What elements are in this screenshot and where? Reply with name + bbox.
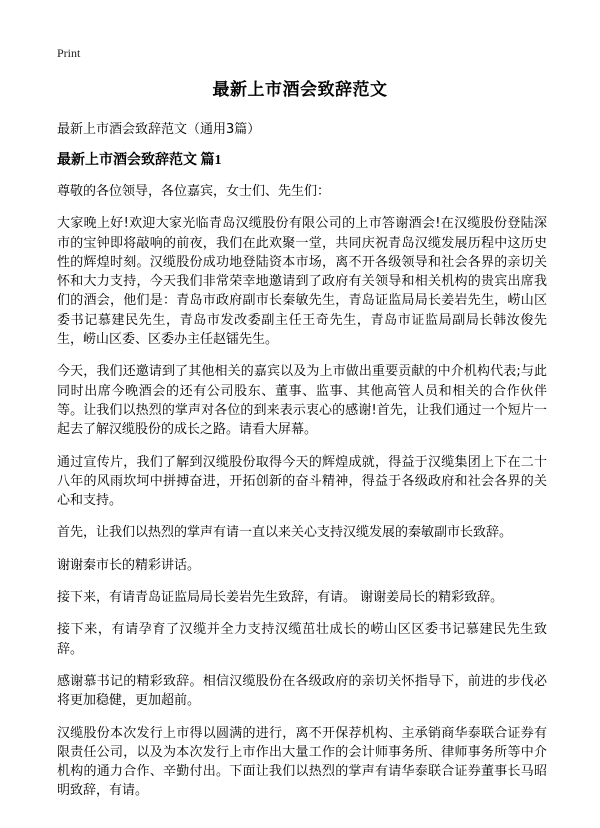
- paragraph: 汉缆股份本次发行上市得以圆满的进行，离不开保荐机构、主承销商华泰联合证券有限责任公司，以及为本次发行上市作出大量工作的会计师事务所、律师事务所等中介机构的通力合作、辛勤付出。下面让我们以热烈的掌声有请华泰联合证券董事长马昭明致辞，有请。: [57, 725, 547, 799]
- paragraph: 尊敬的各位领导，各位嘉宾，女士们、先生们：: [57, 184, 331, 199]
- body-text: [57, 182, 547, 814]
- paragraph: 今天，我们还邀请到了其他相关的嘉宾以及为上市做出重要贡献的中介机构代表;与此同时出席今晚酒会的还有公司股东、董事、监事、其他高管人员和相关的合作伙伴等。让我们以热烈的掌声对各位的到来表示衷心的感谢!首先，让我们通过一个短片一起去了解汉缆股份的成长之路。请看大屏幕。: [57, 364, 547, 438]
- paragraph: 大家晚上好!欢迎大家光临青岛汉缆股份有限公司的上市答谢酒会!在汉缆股份登陆深市的宝钟即将敲响的前夜，我们在此欢聚一堂，共同庆祝青岛汉缆发展历程中这历史性的辉煌时刻。汉缆股份成功地登陆资本市场，离不开各级领导和社会各界的亲切关怀和大力支持，今天我们非常荣幸地邀请到了政府有关领导和相关机构的贵宾出席我们的酒会，他们是：青岛市政府副市长秦敏先生，青岛证监局局长姜岩先生，崂山区委书记慕建民先生，青岛市发改委副主任王奇先生，青岛市证监局副局长韩汝俊先生，崂山区委、区委办主任赵镭先生。: [57, 216, 547, 348]
- print-label: Print: [57, 46, 81, 60]
- paragraph: 通过宣传片，我们了解到汉缆股份取得今天的辉煌成就，得益于汉缆集团上下在二十八年的风雨坎坷中拼搏奋进，开拓创新的奋斗精神，得益于各级政府和社会各界的关心和支持。: [57, 454, 547, 509]
- paragraph: 首先，让我们以热烈的掌声有请一直以来关心支持汉缆发展的秦敏副市长致辞。: [57, 525, 513, 541]
- section-heading: 最新上市酒会致辞范文 篇1: [57, 153, 222, 168]
- paragraph: 谢谢秦市长的精彩讲话。: [57, 557, 201, 573]
- paragraph: 接下来，有请孕育了汉缆并全力支持汉缆茁壮成长的崂山区区委书记慕建民先生致辞。: [57, 622, 547, 657]
- paragraph: 接下来，有请青岛证监局局长姜岩先生致辞，有请。 谢谢姜局长的精彩致辞。: [57, 590, 504, 606]
- document-subtitle: 最新上市酒会致辞范文（通用3篇）: [57, 122, 261, 137]
- document-title: 最新上市酒会致辞范文: [212, 80, 388, 100]
- paragraph: 感谢慕书记的精彩致辞。相信汉缆股份在各级政府的亲切关怀指导下，前进的步伐必将更加稳健，更加超前。: [57, 673, 547, 709]
